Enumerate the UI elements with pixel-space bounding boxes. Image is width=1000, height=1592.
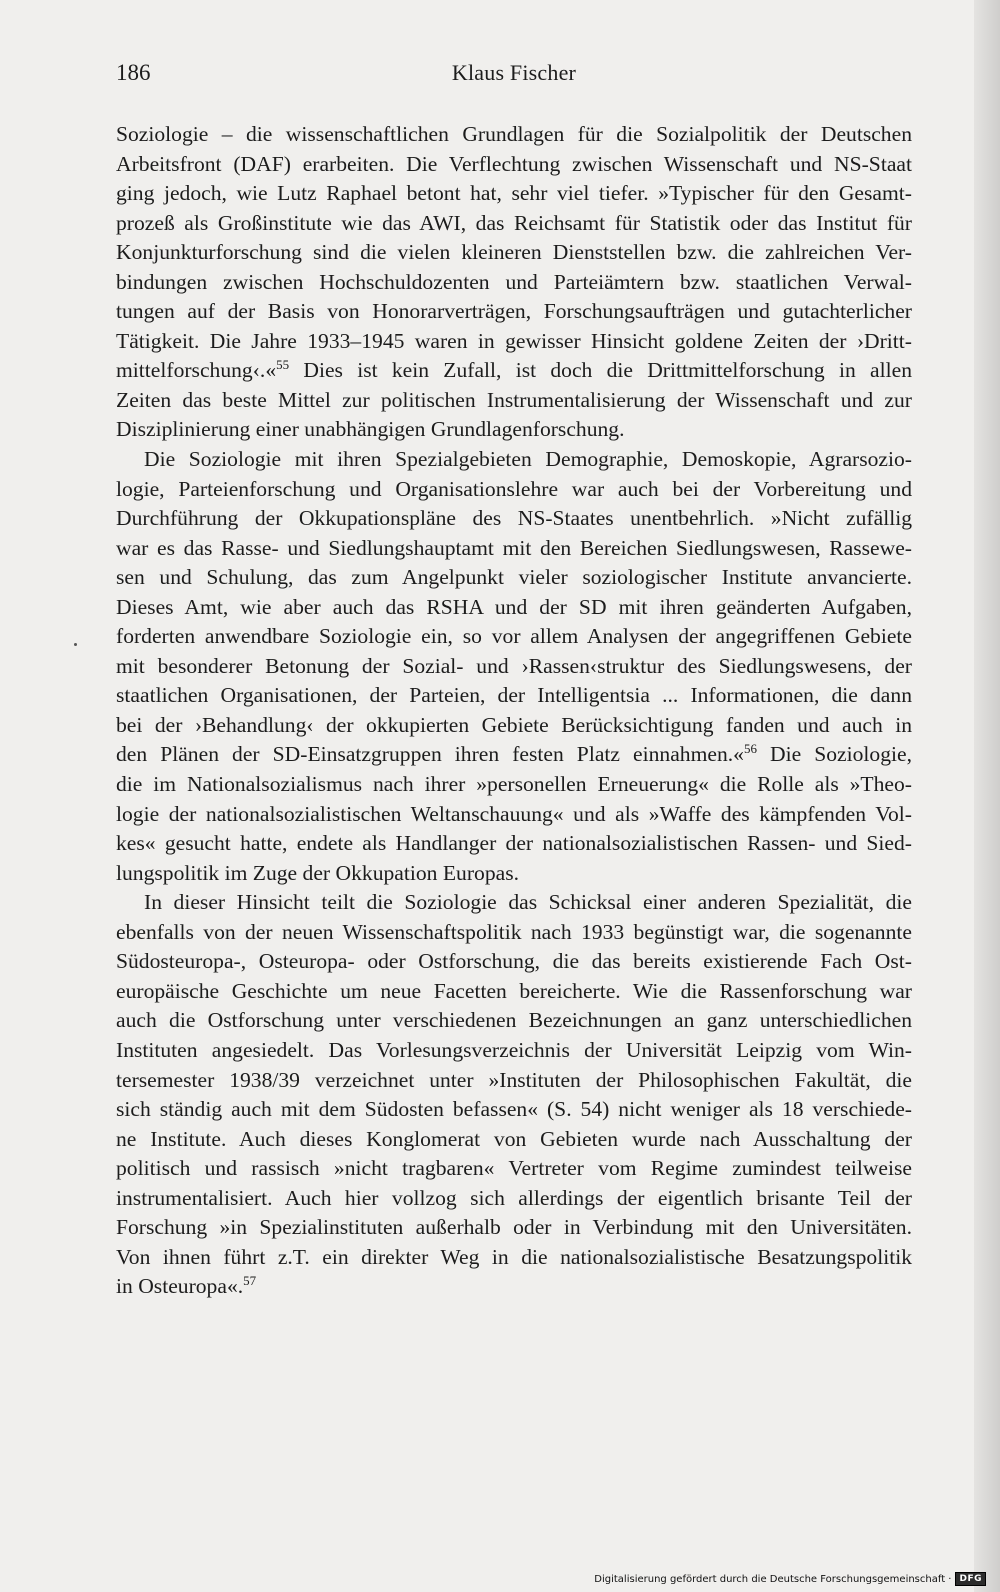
text-line	[116, 504, 912, 534]
line-text: ne Institute. Auch dieses Konglomerat von Gebieten wurde nach Ausschaltung der	[116, 1126, 912, 1151]
line-text: Zeiten das beste Mittel zur politischen Instrumentalisierung der Wissenschaft und zur	[116, 387, 912, 412]
line-text: Soziologie – die wissenschaftlichen Grundlagen für die Sozialpolitik der Deutschen	[116, 122, 912, 146]
text-line	[116, 740, 912, 770]
scan-speck	[74, 643, 77, 646]
text-line	[116, 1184, 912, 1214]
line-text: Südosteuropa-, Osteuropa- oder Ostforschung, die das bereits existierende Fach Ost-	[116, 949, 912, 974]
line-text: mittelforschung‹.«	[116, 358, 277, 383]
text-line	[116, 209, 912, 239]
text-line	[116, 800, 912, 830]
line-text: lungspolitik im Zuge der Okkupation Europas.	[116, 860, 520, 885]
text-line	[116, 386, 912, 416]
text-line	[116, 1243, 912, 1273]
text-line	[116, 977, 912, 1007]
line-text: ebenfalls von der neuen Wissenschaftspolitik nach 1933 begünstigt war, die sogenannte	[116, 919, 912, 944]
line-text: Arbeitsfront (DAF) erarbeiten. Die Verflechtung zwischen Wissenschaft und NS-Staat	[116, 151, 912, 176]
text-line	[116, 888, 912, 918]
line-text: Die Soziologie mit ihren Spezialgebieten Demographie, Demoskopie, Agrarsozio-	[144, 447, 912, 472]
text-line	[116, 238, 912, 268]
line-text: sen und Schulung, das zum Angelpunkt vieler soziologischer Institute anvancierte.	[116, 565, 912, 590]
line-text: in Osteuropa«.	[116, 1274, 244, 1299]
footer	[594, 1572, 986, 1586]
digitization-credit: Digitalisierung gefördert durch die Deutsche Forschungsgemeinschaft ·	[594, 1573, 952, 1585]
line-text: auch die Ostforschung unter verschiedenen Bezeichnungen an ganz unterschiedlichen	[116, 1008, 912, 1033]
text-line	[116, 150, 912, 180]
line-text: war es das Rasse- und Siedlungshauptamt mit den Bereichen Siedlungswesen, Rassewe-	[116, 535, 912, 560]
line-text: sich ständig auch mit dem Südosten befassen« (S. 54) nicht weniger als 18 verschiede-	[116, 1097, 912, 1122]
line-text: Dieses Amt, wie aber auch das RSHA und der SD mit ihren geänderten Aufgaben,	[116, 594, 912, 619]
text-line	[116, 829, 912, 859]
text-line	[116, 681, 912, 711]
line-text: logie, Parteienforschung und Organisationslehre war auch bei der Vorbereitung und	[116, 476, 912, 501]
text-line	[116, 918, 912, 948]
footnote-reference: 55	[276, 357, 290, 373]
line-text: bindungen zwischen Hochschuldozenten und Parteiämtern bzw. staatlichen Verwal-	[116, 269, 912, 294]
dfg-logo: DFG	[955, 1572, 986, 1586]
line-text: Disziplinierung einer unabhängigen Grundlagenforschung.	[116, 417, 625, 442]
line-text: den Plänen der SD-Einsatzgruppen ihren festen Platz einnahmen.«	[116, 742, 744, 767]
line-text: tungen auf der Basis von Honorarverträgen, Forschungsaufträgen und gutachterlicher	[116, 299, 912, 324]
text-line	[116, 1066, 912, 1096]
text-line	[116, 179, 912, 209]
text-line	[116, 327, 912, 357]
footnote-reference: 57	[243, 1273, 257, 1289]
text-line	[116, 1095, 912, 1125]
text-line	[116, 1006, 912, 1036]
line-text: Von ihnen führt z.T. ein direkter Weg in die nationalsozialistische Besatzungspolitik	[116, 1244, 912, 1269]
text-line	[116, 1125, 912, 1155]
text-line	[116, 268, 912, 298]
line-text: staatlichen Organisationen, der Parteien, der Intelligentsia ... Informationen, die dann	[116, 683, 912, 708]
page-number: 186	[116, 60, 151, 85]
text-line	[116, 770, 912, 800]
line-text: mit besonderer Betonung der Sozial- und ›Rassen‹struktur des Siedlungswesens, der	[116, 653, 912, 678]
text-line	[116, 356, 912, 386]
text-line	[116, 593, 912, 623]
line-text: bei der ›Behandlung‹ der okkupierten Gebiete Berücksichtigung fanden und auch in	[116, 712, 912, 737]
line-text: tersemester 1938/39 verzeichnet unter »Instituten der Philosophischen Fakultät, die	[116, 1067, 912, 1092]
page-edge-shadow	[974, 0, 1000, 1592]
line-text: Instituten angesiedelt. Das Vorlesungsverzeichnis der Universität Leipzig vom Win-	[116, 1037, 912, 1062]
line-text-continued: Die Soziologie,	[756, 742, 912, 767]
line-text-continued: Dies ist kein Zufall, ist doch die Drittmittelforschung in allen	[289, 358, 912, 383]
text-line	[116, 415, 912, 445]
text-line	[116, 1154, 912, 1184]
text-line	[116, 120, 912, 150]
text-line	[116, 1036, 912, 1066]
line-text: Konjunkturforschung sind die vielen kleineren Dienststellen bzw. die zahlreichen Ver-	[116, 240, 912, 265]
text-line	[116, 711, 912, 741]
line-text: Tätigkeit. Die Jahre 1933–1945 waren in gewisser Hinsicht goldene Zeiten der ›Dritt-	[116, 328, 912, 353]
body-text	[116, 120, 912, 1302]
line-text: europäische Geschichte um neue Facetten bereicherte. Wie die Rassenforschung war	[116, 978, 912, 1003]
line-text: In dieser Hinsicht teilt die Soziologie das Schicksal einer anderen Spezialität, die	[144, 890, 912, 915]
text-line	[116, 563, 912, 593]
footnote-reference: 56	[743, 741, 757, 757]
text-line	[116, 947, 912, 977]
page-header	[116, 60, 912, 100]
text-line	[116, 652, 912, 682]
text-line	[116, 859, 912, 889]
line-text: politisch und rassisch »nicht tragbaren« Vertreter vom Regime zumindest teilweise	[116, 1156, 912, 1181]
text-line	[116, 534, 912, 564]
line-text: Durchführung der Okkupationspläne des NS-Staates unentbehrlich. »Nicht zufällig	[116, 506, 912, 531]
line-text: kes« gesucht hatte, endete als Handlanger der nationalsozialistischen Rassen- und Sied-	[116, 831, 912, 856]
line-text: ging jedoch, wie Lutz Raphael betont hat, sehr viel tiefer. »Typischer für den Gesamt-	[116, 181, 912, 206]
line-text: Forschung »in Spezialinstituten außerhalb oder in Verbindung mit den Universitäten.	[116, 1215, 912, 1240]
line-text: forderten anwendbare Soziologie ein, so vor allem Analysen der angegriffenen Gebiete	[116, 624, 912, 649]
running-head: Klaus Fischer	[451, 60, 577, 85]
text-line	[116, 1272, 912, 1302]
text-line	[116, 622, 912, 652]
line-text: die im Nationalsozialismus nach ihrer »personellen Erneuerung« die Rolle als »Theo-	[116, 772, 912, 797]
text-line	[116, 445, 912, 475]
text-line	[116, 297, 912, 327]
line-text: prozeß als Großinstitute wie das AWI, das Reichsamt für Statistik oder das Institut für	[116, 210, 912, 235]
text-line	[116, 1213, 912, 1243]
line-text: instrumentalisiert. Auch hier vollzog sich allerdings der eigentlich brisante Teil der	[116, 1185, 912, 1210]
text-line	[116, 475, 912, 505]
line-text: logie der nationalsozialistischen Weltanschauung« und als »Waffe des kämpfenden Vol-	[116, 801, 912, 826]
